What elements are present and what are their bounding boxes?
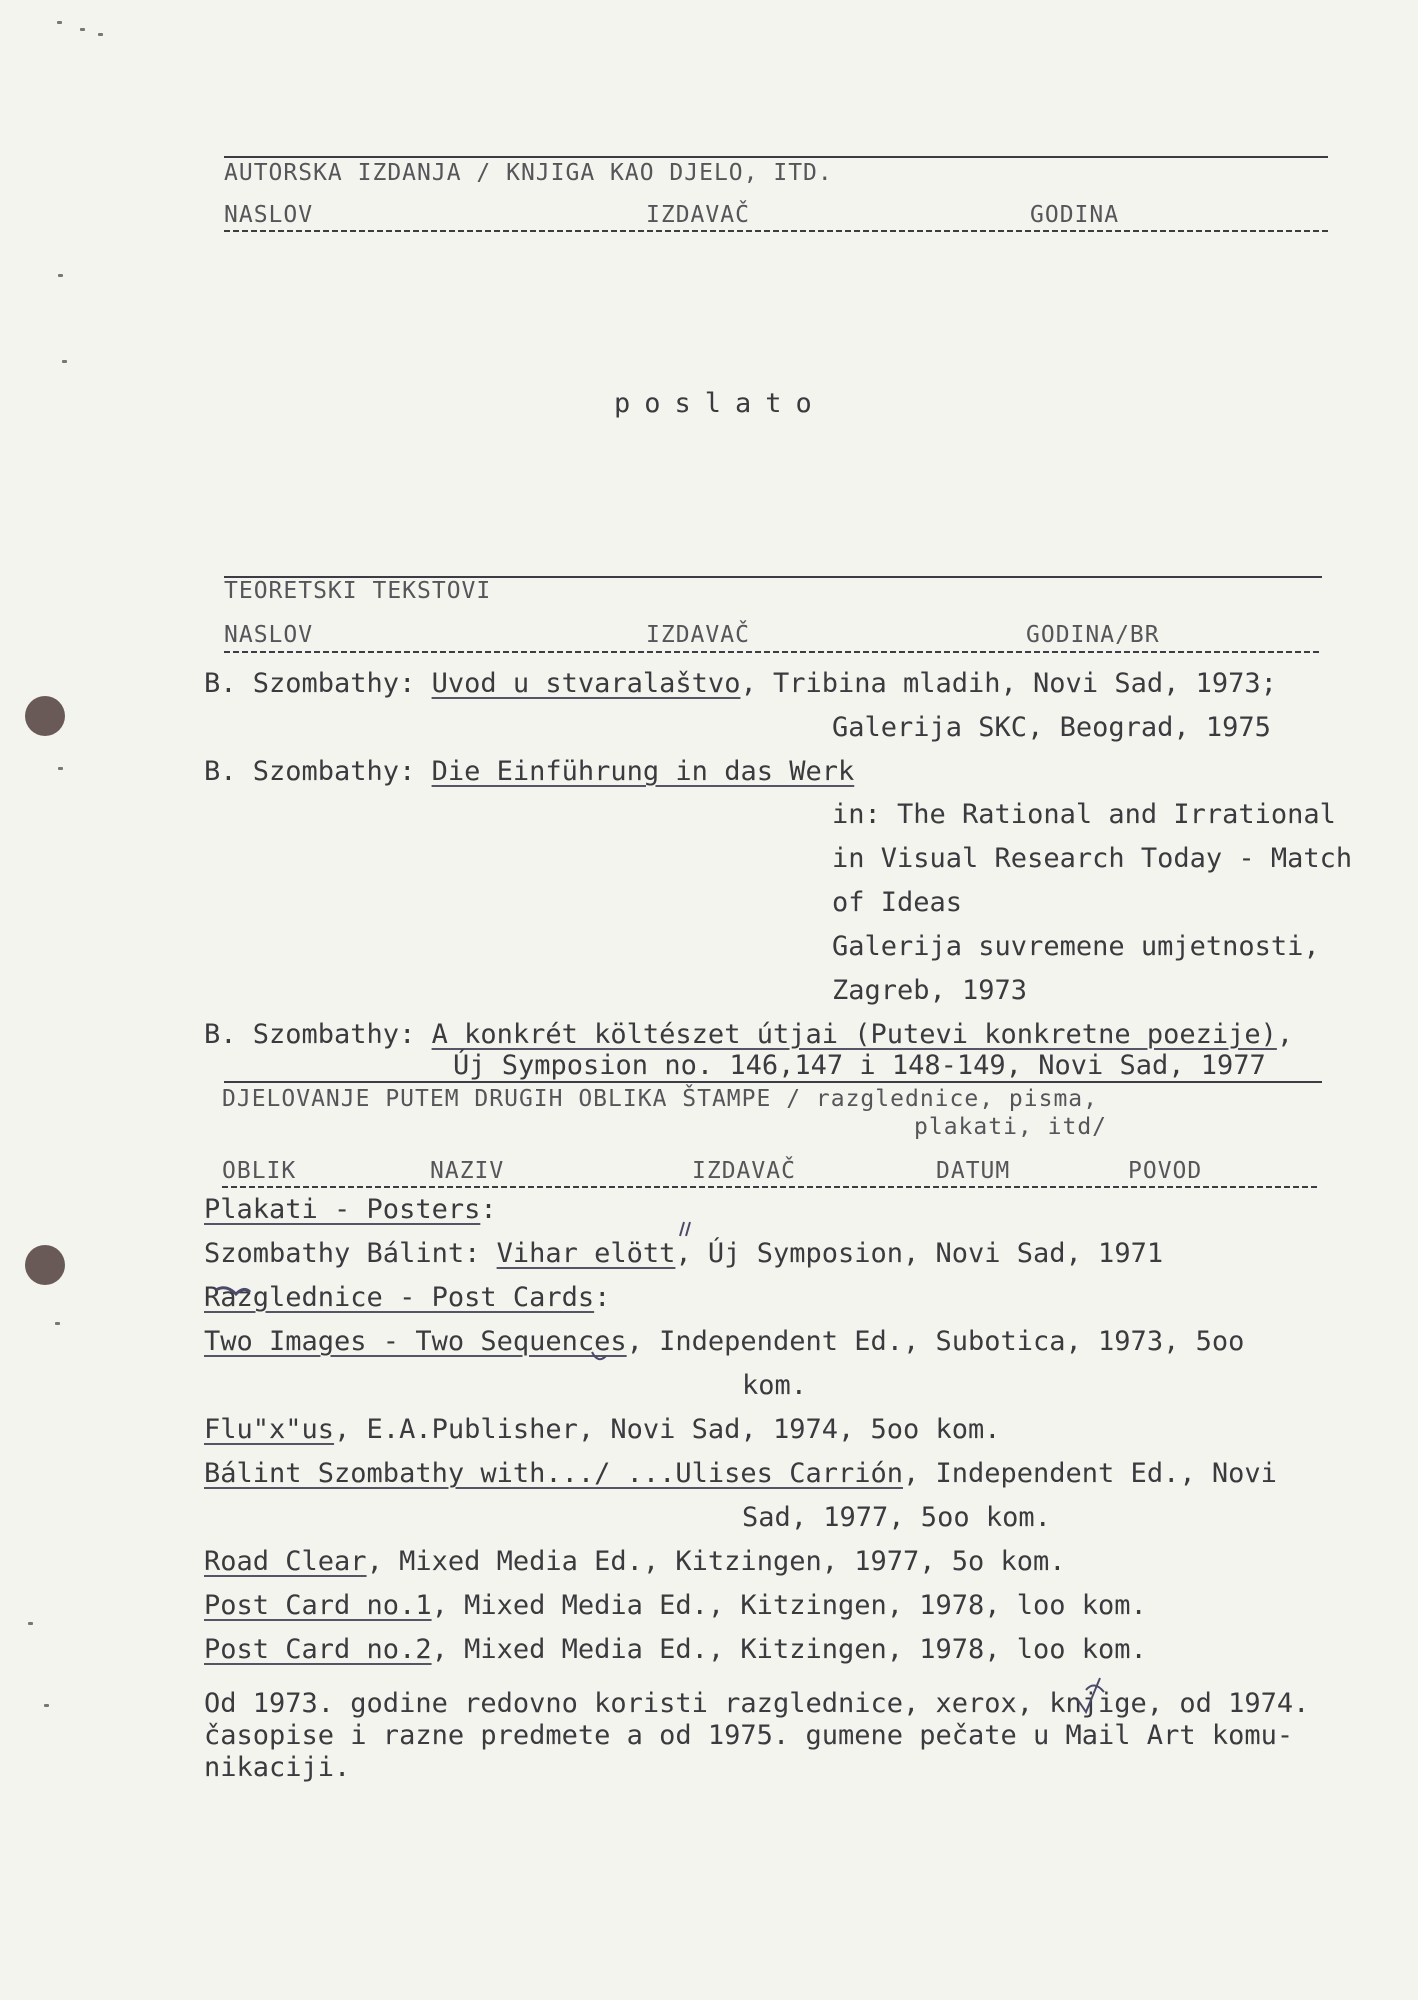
punch-hole-bottom xyxy=(25,1245,65,1285)
paper-speck xyxy=(58,274,63,277)
section3-col-povod: POVOD xyxy=(1128,1158,1203,1184)
paper-speck xyxy=(58,767,63,770)
postcards-heading-label: Razglednice - Post Cards xyxy=(204,1282,595,1313)
theory-entry-3-line2: Új Symposion no. 146,147 i 148-149, Novi Sad, 1977 xyxy=(453,1050,1266,1081)
section2-title: TEORETSKI TEKSTOVI xyxy=(224,578,492,604)
postcard-entry-3-line2: Sad, 1977, 5oo kom. xyxy=(742,1502,1051,1533)
entry-details: , Independent Ed., Subotica, 1973, 5oo xyxy=(626,1326,1245,1357)
paper-speck xyxy=(80,28,85,31)
theory-entry-2 xyxy=(204,758,854,785)
posters-heading-label: Plakati - Posters xyxy=(204,1194,481,1225)
entry-author: Szombathy Bálint: xyxy=(204,1238,497,1269)
entry-title: Two Images - Two Sequences xyxy=(204,1326,627,1357)
entry-details: , Independent Ed., Novi xyxy=(902,1458,1277,1489)
entry-title: Uvod u stvaralaštvo xyxy=(431,668,741,699)
theory-entry-3 xyxy=(204,1021,1293,1048)
section3-col-datum: DATUM xyxy=(936,1158,1011,1184)
paper-speck xyxy=(98,33,103,36)
postcard-entry-4 xyxy=(204,1548,1066,1575)
theory-entry-2-line2: in: The Rational and Irrational xyxy=(832,799,1336,830)
theory-entry-2-line6: Zagreb, 1973 xyxy=(832,975,1028,1006)
postcard-entry-5 xyxy=(204,1592,1147,1619)
entry-title: Post Card no.2 xyxy=(204,1634,432,1665)
postcard-entry-1 xyxy=(204,1328,1244,1355)
postcard-entry-1-line2: kom. xyxy=(742,1370,808,1401)
section3-header-rule xyxy=(222,1186,1320,1188)
punch-hole-top xyxy=(25,696,65,736)
entry-title: Post Card no.1 xyxy=(204,1590,432,1621)
postcard-entry-3 xyxy=(204,1460,1277,1487)
paper-speck xyxy=(62,360,67,363)
entry-author: B. Szombathy: xyxy=(204,1019,416,1050)
postcard-entry-2 xyxy=(204,1416,1001,1443)
section3-title-line2: plakati, itd/ xyxy=(914,1114,1108,1140)
umlaut-correction-mark xyxy=(680,1222,690,1236)
paper-speck xyxy=(55,1322,60,1325)
section1-col-naslov: NASLOV xyxy=(224,202,314,228)
postcards-heading xyxy=(204,1284,610,1311)
entry-title: Bálint Szombathy with.../ ...Ulises Carrión xyxy=(204,1458,903,1489)
postcards-heading-colon: : xyxy=(594,1282,611,1313)
entry-author: B. Szombathy: xyxy=(204,668,416,699)
entry-title: Die Einführung in das Werk xyxy=(431,756,855,787)
paper-speck xyxy=(57,21,62,24)
paper-speck xyxy=(44,1704,49,1707)
theory-entry-1 xyxy=(204,670,1277,697)
section1-col-izdavac: IZDAVAČ xyxy=(646,202,750,228)
closing-note-line1: Od 1973. godine redovno koristi razglednice, xerox, knjige, od 1974. xyxy=(204,1688,1310,1719)
section3-top-rule xyxy=(224,1081,1322,1083)
closing-note-line3: nikaciji. xyxy=(204,1752,351,1783)
section1-header-rule xyxy=(224,230,1328,232)
section1-top-rule xyxy=(224,156,1328,158)
entry-title: Vihar elött xyxy=(496,1238,676,1269)
posters-heading-colon: : xyxy=(480,1194,497,1225)
entry-author: B. Szombathy: xyxy=(204,756,416,787)
theory-entry-1-line2: Galerija SKC, Beograd, 1975 xyxy=(832,712,1271,743)
theory-entry-2-line3: in Visual Research Today - Match xyxy=(832,843,1353,874)
section3-col-oblik: OBLIK xyxy=(222,1158,297,1184)
section2-col-izdavac: IZDAVAČ xyxy=(646,622,750,648)
entry-details: , Mixed Media Ed., Kitzingen, 1978, loo kom. xyxy=(431,1634,1147,1665)
entry-comma: , xyxy=(1276,1019,1294,1050)
entry-details: , Mixed Media Ed., Kitzingen, 1978, loo kom. xyxy=(431,1590,1147,1621)
entry-details: , Mixed Media Ed., Kitzingen, 1977, 5o kom. xyxy=(366,1546,1066,1577)
section3-title: DJELOVANJE PUTEM DRUGIH OBLIKA ŠTAMPE / razglednice, pisma, xyxy=(222,1086,1098,1112)
posters-heading xyxy=(204,1196,497,1223)
entry-title: A konkrét költészet útjai (Putevi konkretne poezije) xyxy=(431,1019,1277,1050)
entry-details: , Tribina mladih, Novi Sad, 1973; xyxy=(740,668,1277,699)
section1-title: AUTORSKA IZDANJA / KNJIGA KAO DJELO, ITD. xyxy=(224,160,833,186)
theory-entry-2-line4: of Ideas xyxy=(832,887,963,918)
section2-col-godina: GODINA/BR xyxy=(1026,622,1160,648)
entry-details: , Új Symposion, Novi Sad, 1971 xyxy=(675,1238,1164,1269)
section1-note: poslato xyxy=(614,388,826,419)
closing-note-line2: časopise i razne predmete a od 1975. gumene pečate u Mail Art komu- xyxy=(204,1720,1294,1751)
postcard-entry-6 xyxy=(204,1636,1147,1663)
entry-title: Road Clear xyxy=(204,1546,367,1577)
section3-col-naziv: NAZIV xyxy=(430,1158,505,1184)
section3-col-izdavac: IZDAVAČ xyxy=(692,1158,796,1184)
section2-header-rule xyxy=(224,651,1322,653)
paper-speck xyxy=(28,1622,33,1625)
section1-col-godina: GODINA xyxy=(1030,202,1120,228)
entry-title: Flu"x"us xyxy=(204,1414,335,1445)
poster-entry-1 xyxy=(204,1240,1163,1267)
entry-details: , E.A.Publisher, Novi Sad, 1974, 5oo kom. xyxy=(334,1414,1001,1445)
section2-col-naslov: NASLOV xyxy=(224,622,314,648)
theory-entry-2-line5: Galerija suvremene umjetnosti, xyxy=(832,931,1320,962)
